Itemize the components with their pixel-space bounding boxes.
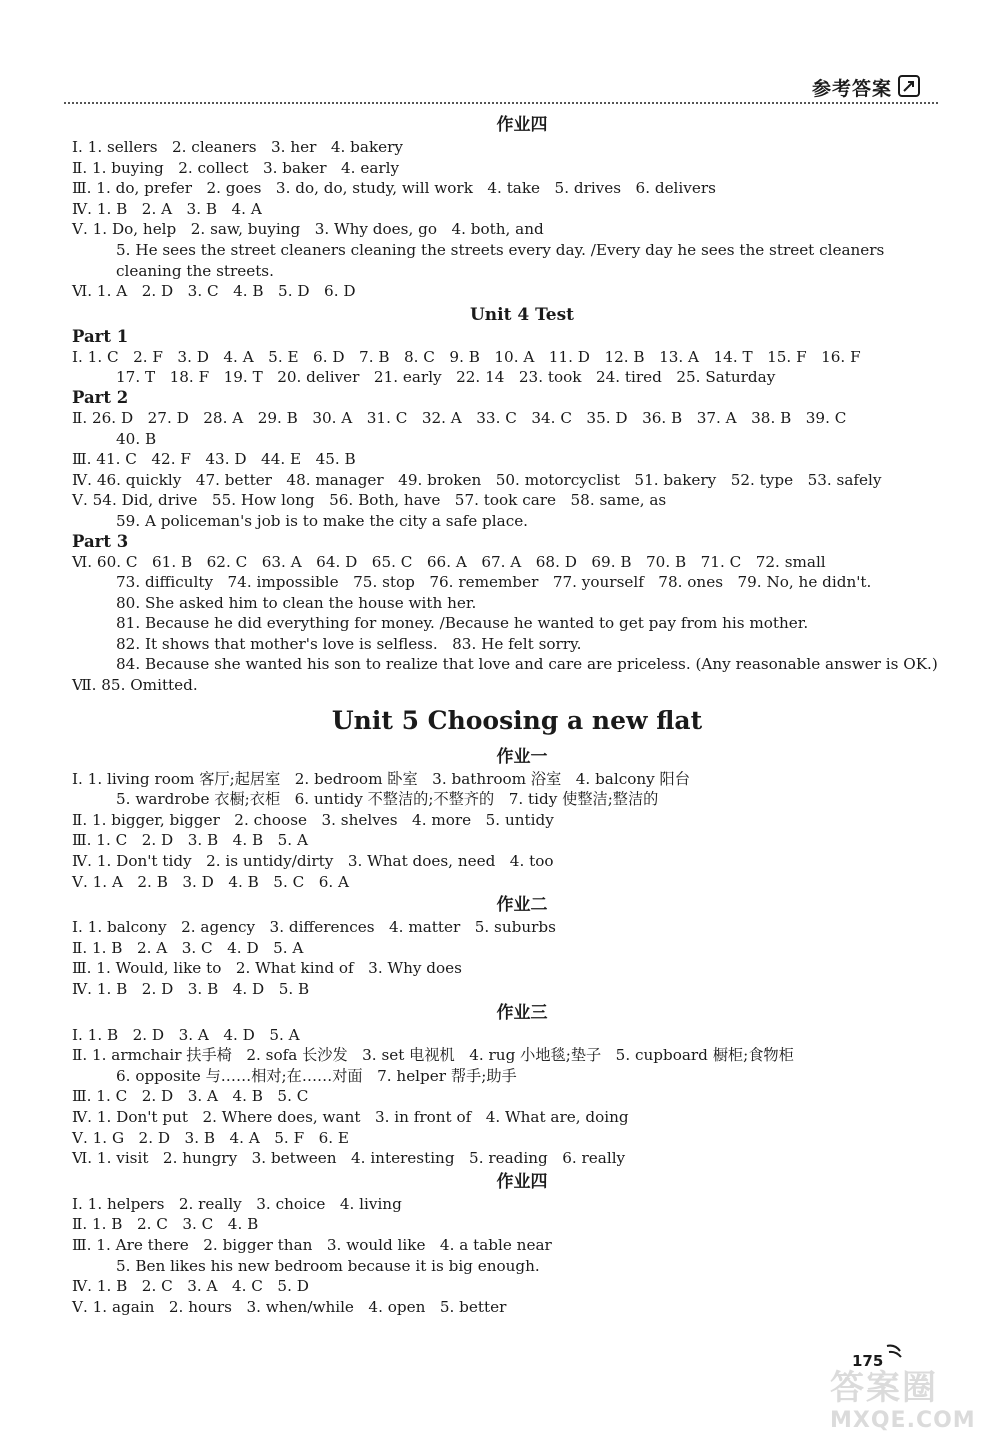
header-label: 参考答案 (811, 78, 892, 100)
section-title: 作业四 (496, 115, 548, 135)
answer-line: Ⅳ. 1. B 2. A 3. B 4. A (72, 199, 262, 218)
answer-line: 80. She asked him to clean the house with her. (116, 593, 477, 612)
answer-line: Ⅳ. 1. B 2. C 3. A 4. C 5. D (72, 1277, 309, 1296)
answer-line: Ⅴ. 54. Did, drive 55. How long 56. Both, have 57. took care 58. same, as (72, 491, 667, 510)
answer-line: Ⅲ. 1. C 2. D 3. B 4. B 5. A (72, 831, 308, 850)
answer-line: Ⅱ. 1. armchair 扶手椅 2. sofa 长沙发 3. set 电视机 4. rug 小地毯;垫子 5. cupboard 橱柜;食物柜 (72, 1046, 794, 1065)
answer-line: Ⅴ. 1. G 2. D 3. B 4. A 5. F 6. E (72, 1128, 350, 1147)
answer-line: Ⅰ. 1. living room 客厅;起居室 2. bedroom 卧室 3. bathroom 浴室 4. balcony 阳台 (72, 769, 690, 788)
answer-line: Ⅴ. 1. Do, help 2. saw, buying 3. Why does, go 4. both, and (72, 220, 544, 239)
answer-line: 6. opposite 与……相对;在……对面 7. helper 帮手;助手 (116, 1066, 517, 1085)
answer-line: Ⅰ. 1. helpers 2. really 3. choice 4. living (72, 1194, 402, 1213)
answer-line: 5. Ben likes his new bedroom because it is big enough. (116, 1256, 540, 1275)
answer-line: 82. It shows that mother's love is selfless. 83. He felt sorry. (116, 634, 582, 653)
part-title: Part 2 (72, 387, 129, 407)
section-title: 作业四 (496, 1171, 548, 1192)
section-title: 作业二 (496, 895, 548, 916)
watermark-logo: 答案圈 (830, 1368, 938, 1408)
leaf-ornament-icon (884, 1342, 906, 1364)
answer-line: Ⅱ. 1. B 2. A 3. C 4. D 5. A (72, 938, 304, 957)
answer-line: Ⅱ. 1. bigger, bigger 2. choose 3. shelves 4. more 5. untidy (72, 810, 554, 829)
answer-line: Ⅴ. 1. again 2. hours 3. when/while 4. open 5. better (72, 1297, 507, 1316)
answer-arrow-icon (898, 75, 920, 97)
answer-line: Ⅵ. 1. visit 2. hungry 3. between 4. interesting 5. reading 6. really (72, 1149, 626, 1168)
page-number: 175 (852, 1352, 884, 1370)
answer-line: Ⅱ. 1. buying 2. collect 3. baker 4. early (72, 158, 400, 177)
answer-line: 84. Because she wanted his son to realize that love and care are priceless. (Any reasonable answer is OK.) (116, 655, 938, 674)
watermark-url: MXQE.COM (830, 1408, 976, 1433)
answer-line: Ⅲ. 1. Would, like to 2. What kind of 3. Why does (72, 959, 462, 978)
answer-line: Ⅰ. 1. balcony 2. agency 3. differences 4. matter 5. suburbs (72, 918, 556, 937)
answer-line: Ⅴ. 1. A 2. B 3. D 4. B 5. C 6. A (72, 872, 350, 891)
answer-line: Ⅲ. 1. C 2. D 3. A 4. B 5. C (72, 1087, 309, 1106)
answer-line: Ⅲ. 1. do, prefer 2. goes 3. do, do, study, will work 4. take 5. drives 6. delivers (72, 179, 716, 198)
answer-line: 17. T 18. F 19. T 20. deliver 21. early 22. 14 23. took 24. tired 25. Saturday (116, 368, 776, 387)
answer-line: Ⅳ. 1. Don't tidy 2. is untidy/dirty 3. What does, need 4. too (72, 852, 554, 871)
answer-line: Ⅱ. 1. B 2. C 3. C 4. B (72, 1215, 259, 1234)
answer-line: Ⅳ. 46. quickly 47. better 48. manager 49. broken 50. motorcyclist 51. bakery 52. type 53. safely (72, 470, 882, 489)
answer-line: 73. difficulty 74. impossible 75. stop 76. remember 77. yourself 78. ones 79. No, he didn't. (116, 573, 872, 592)
answer-line: 81. Because he did everything for money. /Because he wanted to get pay from his mother. (116, 614, 809, 633)
part-title: Part 3 (72, 531, 129, 551)
header-divider (64, 102, 938, 104)
section-title: 作业一 (496, 746, 548, 767)
answer-line: Ⅰ. 1. B 2. D 3. A 4. D 5. A (72, 1025, 300, 1044)
answer-line: 5. He sees the street cleaners cleaning the streets every day. /Every day he sees the street cleaners cleaning the streets. (116, 240, 885, 280)
answer-line: Ⅰ. 1. sellers 2. cleaners 3. her 4. bakery (72, 138, 403, 156)
test-title: Unit 4 Test (469, 304, 575, 325)
watermark (830, 1368, 990, 1448)
answer-line: Ⅲ. 41. C 42. F 43. D 44. E 45. B (72, 450, 356, 469)
answer-line: Ⅵ. 60. C 61. B 62. C 63. A 64. D 65. C 66. A 67. A 68. D 69. B 70. B 71. C 72. small (72, 552, 826, 571)
answer-line: Ⅳ. 1. B 2. D 3. B 4. D 5. B (72, 980, 310, 998)
answer-line: 59. A policeman's job is to make the city a safe place. (116, 511, 529, 530)
answer-line: Ⅲ. 1. Are there 2. bigger than 3. would like 4. a table near (72, 1235, 552, 1254)
answer-line: Ⅱ. 26. D 27. D 28. A 29. B 30. A 31. C 32. A 33. C 34. C 35. D 36. B 37. A 38. B 39. C (72, 408, 847, 427)
answer-line: 5. wardrobe 衣橱;衣柜 6. untidy 不整洁的;不整齐的 7. tidy 使整洁;整洁的 (116, 790, 659, 809)
unit-title: Unit 5 Choosing a new flat (331, 705, 703, 735)
answer-line: Ⅶ. 85. Omitted. (72, 676, 198, 695)
answer-content (72, 112, 938, 1317)
answer-line: Ⅳ. 1. Don't put 2. Where does, want 3. in front of 4. What are, doing (72, 1107, 629, 1126)
part-title: Part 1 (72, 326, 129, 346)
answer-line: Ⅵ. 1. A 2. D 3. C 4. B 5. D 6. D (72, 282, 356, 301)
answer-line: Ⅰ. 1. C 2. F 3. D 4. A 5. E 6. D 7. B 8. C 9. B 10. A 11. D 12. B 13. A 14. T 15. F 16. F (72, 347, 861, 366)
section-title: 作业三 (496, 1002, 548, 1023)
answer-line: 40. B (116, 429, 157, 448)
